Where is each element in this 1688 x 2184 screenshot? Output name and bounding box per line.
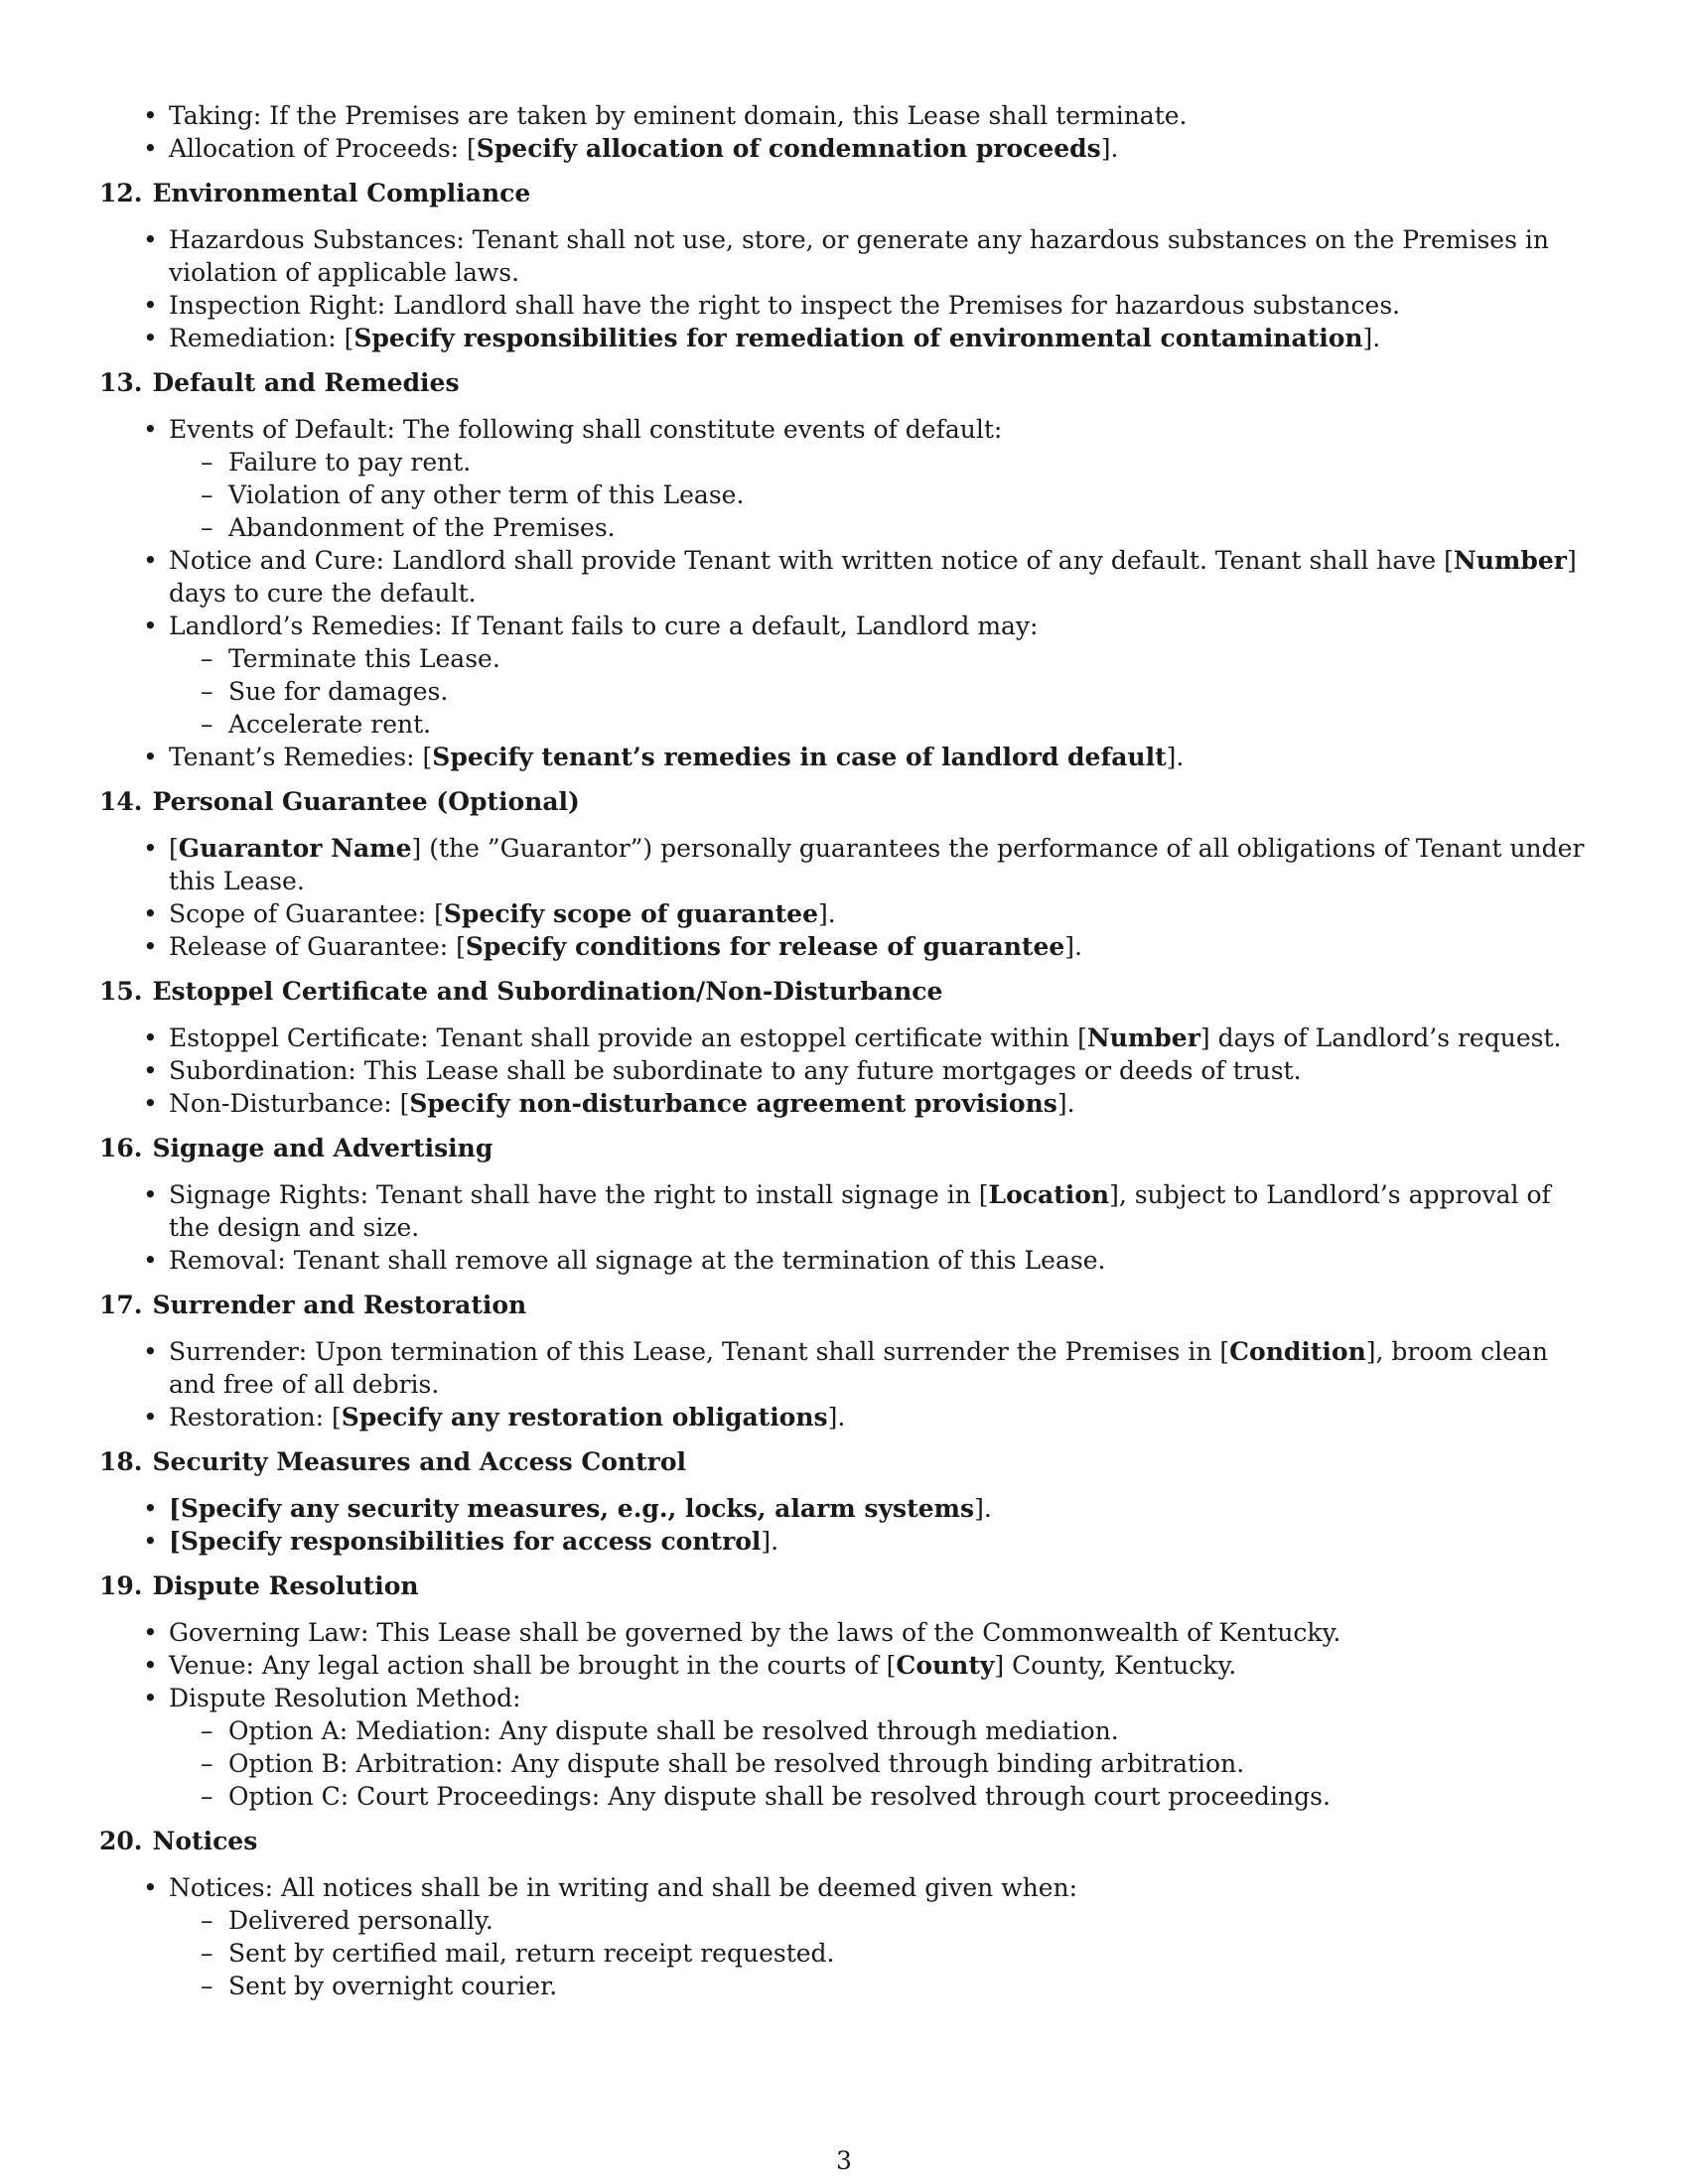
placeholder-field: Specify any restoration obligations xyxy=(341,1403,828,1432)
page-number: 3 xyxy=(836,2146,852,2175)
list-item: • [Guarantor Name] (the ”Guarantor”) personally guarantees the performance of all obligations of Tenant under this Lease. xyxy=(99,832,1589,897)
section-heading: 13. Default and Remedies xyxy=(99,368,460,397)
section-17 xyxy=(99,1289,1589,1433)
placeholder-field: Specify conditions for release of guarantee xyxy=(465,932,1065,961)
section-heading: 16. Signage and Advertising xyxy=(99,1134,493,1162)
sub-list-item: – Sue for damages. xyxy=(169,675,1589,708)
list-item: • Subordination: This Lease shall be subordinate to any future mortgages or deeds of trust. xyxy=(99,1054,1589,1087)
condemnation-list xyxy=(99,99,1589,165)
placeholder-field: Location xyxy=(988,1180,1110,1209)
sub-list-item: – Abandonment of the Premises. xyxy=(169,511,1589,544)
list-item: • Scope of Guarantee: [Specify scope of guarantee]. xyxy=(99,897,1589,930)
placeholder-field: Specify responsibilities for remediation of environmental contamination xyxy=(353,324,1363,352)
placeholder-field: Specify scope of guarantee xyxy=(443,899,818,928)
list-item: • Allocation of Proceeds: [Specify allocation of condemnation proceeds]. xyxy=(99,132,1589,165)
list-item: • Non-Disturbance: [Specify non-disturbance agreement provisions]. xyxy=(99,1087,1589,1120)
list-item: • Dispute Resolution Method: – Option A: Mediation: Any dispute shall be resolved through mediation. – Option B: Arbitration: Any dispute shall be resolved through binding arbitration. – Option C: Court Proceedings: Any dispute shall be resolved through court proceedings. xyxy=(99,1682,1589,1813)
sub-list-item: – Terminate this Lease. xyxy=(169,642,1589,675)
list-item: • Remediation: [Specify responsibilities for remediation of environmental contamination]. xyxy=(99,322,1589,354)
placeholder-field: Number xyxy=(1453,546,1567,575)
placeholder-field: Specify tenant’s remedies in case of landlord default xyxy=(432,743,1167,771)
section-heading: 17. Surrender and Restoration xyxy=(99,1291,527,1319)
list-item: • Notice and Cure: Landlord shall provide Tenant with written notice of any default. Tenant shall have [Number] days to cure the default. xyxy=(99,544,1589,610)
section-heading: 14. Personal Guarantee (Optional) xyxy=(99,787,580,816)
placeholder-field: County xyxy=(896,1651,995,1680)
section-16 xyxy=(99,1132,1589,1277)
sub-list-item: – Violation of any other term of this Lease. xyxy=(169,478,1589,511)
sub-list-item: – Option B: Arbitration: Any dispute shall be resolved through binding arbitration. xyxy=(169,1747,1589,1780)
sub-list-item: – Option C: Court Proceedings: Any dispute shall be resolved through court proceedings. xyxy=(169,1780,1589,1813)
list-item: • Estoppel Certificate: Tenant shall provide an estoppel certificate within [Number] days of Landlord’s request. xyxy=(99,1022,1589,1054)
sub-list-item: – Option A: Mediation: Any dispute shall be resolved through mediation. xyxy=(169,1714,1589,1747)
list-item: • Removal: Tenant shall remove all signage at the termination of this Lease. xyxy=(99,1244,1589,1277)
placeholder-field: Specify responsibilities for access control xyxy=(180,1527,762,1556)
list-item: • Signage Rights: Tenant shall have the right to install signage in [Location], subject to Landlord’s approval of the design and size. xyxy=(99,1178,1589,1244)
section-heading: 20. Notices xyxy=(99,1827,258,1855)
list-item: • Inspection Right: Landlord shall have the right to inspect the Premises for hazardous substances. xyxy=(99,289,1589,322)
list-item: • [Specify any security measures, e.g., locks, alarm systems]. xyxy=(99,1492,1589,1525)
document-page xyxy=(99,99,1589,2002)
sub-list-item: – Accelerate rent. xyxy=(169,708,1589,741)
list-item: • Hazardous Substances: Tenant shall not use, store, or generate any hazardous substances on the Premises in violation of applicable laws. xyxy=(99,223,1589,289)
sub-list-item: – Sent by overnight courier. xyxy=(169,1970,1589,2002)
list-item: • Tenant’s Remedies: [Specify tenant’s remedies in case of landlord default]. xyxy=(99,741,1589,773)
placeholder-field: Specify any security measures, e.g., locks, alarm systems xyxy=(180,1494,975,1523)
section-15 xyxy=(99,975,1589,1120)
sub-list-item: – Sent by certified mail, return receipt requested. xyxy=(169,1937,1589,1970)
sub-list-item: – Failure to pay rent. xyxy=(169,446,1589,478)
list-item: • Governing Law: This Lease shall be governed by the laws of the Commonwealth of Kentucky. xyxy=(99,1616,1589,1649)
list-item: • Landlord’s Remedies: If Tenant fails to cure a default, Landlord may: – Terminate this Lease. – Sue for damages. – Accelerate rent. xyxy=(99,610,1589,741)
section-18 xyxy=(99,1445,1589,1558)
list-item: • Venue: Any legal action shall be brought in the courts of [County] County, Kentucky. xyxy=(99,1649,1589,1682)
section-13 xyxy=(99,366,1589,773)
list-item: • [Specify responsibilities for access control]. xyxy=(99,1525,1589,1558)
placeholder-field: Condition xyxy=(1229,1337,1366,1366)
section-heading: 15. Estoppel Certificate and Subordination/Non-Disturbance xyxy=(99,977,943,1006)
section-heading: 12. Environmental Compliance xyxy=(99,179,531,207)
placeholder-field: Specify allocation of condemnation proceeds xyxy=(476,134,1101,163)
section-14 xyxy=(99,785,1589,963)
list-item: • Release of Guarantee: [Specify conditions for release of guarantee]. xyxy=(99,930,1589,963)
placeholder-field: Specify non-disturbance agreement provisions xyxy=(409,1089,1057,1118)
list-item: • Taking: If the Premises are taken by eminent domain, this Lease shall terminate. xyxy=(99,99,1589,132)
section-heading: 19. Dispute Resolution xyxy=(99,1571,419,1600)
placeholder-field: Number xyxy=(1086,1024,1200,1052)
sub-list-item: – Delivered personally. xyxy=(169,1904,1589,1937)
section-heading: 18. Security Measures and Access Control xyxy=(99,1447,686,1476)
placeholder-field: Guarantor Name xyxy=(178,834,412,863)
list-item: • Restoration: [Specify any restoration obligations]. xyxy=(99,1401,1589,1433)
list-item: • Events of Default: The following shall constitute events of default: – Failure to pay rent. – Violation of any other term of this Lease. – Abandonment of the Premises. xyxy=(99,413,1589,544)
list-item: • Surrender: Upon termination of this Lease, Tenant shall surrender the Premises in [Condition], broom clean and free of all debris. xyxy=(99,1335,1589,1401)
list-item: • Notices: All notices shall be in writing and shall be deemed given when: – Delivered personally. – Sent by certified mail, return receipt requested. – Sent by overnight courier. xyxy=(99,1871,1589,2002)
section-19 xyxy=(99,1570,1589,1813)
section-12 xyxy=(99,177,1589,354)
section-20 xyxy=(99,1825,1589,2002)
